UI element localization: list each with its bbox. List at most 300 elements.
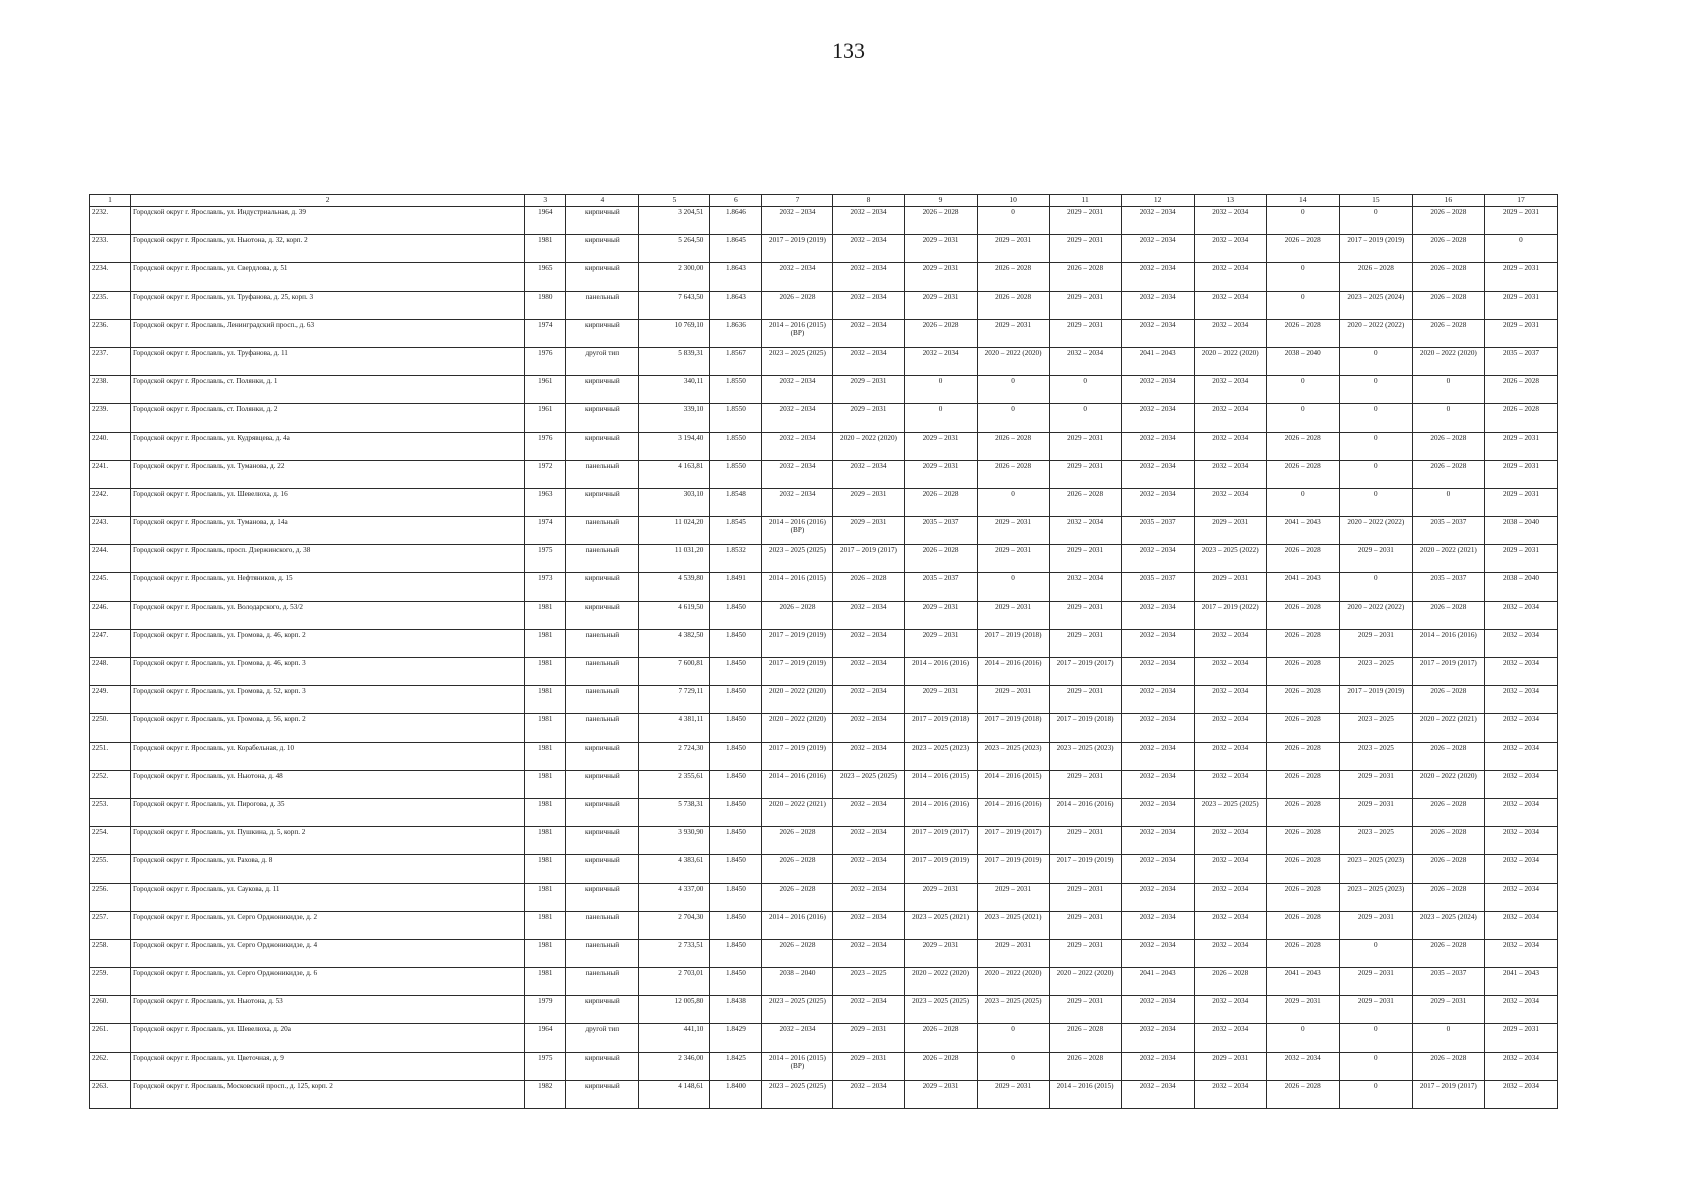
- period-cell: 2026 – 2028: [762, 855, 833, 883]
- row-number-cell: 2246.: [90, 601, 131, 629]
- period-cell: 2020 – 2022 (2020): [1412, 347, 1484, 375]
- period-cell: 2032 – 2034: [833, 235, 904, 263]
- period-cell: 2014 – 2016 (2016): [977, 658, 1049, 686]
- column-number-cell: 8: [833, 195, 904, 207]
- address-cell: Городской округ г. Ярославль, ул. Кудрявцева, д. 4а: [131, 432, 525, 460]
- period-cell: 0: [1266, 207, 1339, 235]
- coefficient-cell: 1.8450: [710, 742, 762, 770]
- area-cell: 303,10: [639, 488, 710, 516]
- period-cell: 2014 – 2016 (2015) (ВР): [762, 1052, 833, 1080]
- period-cell: 2041 – 2043: [1266, 573, 1339, 601]
- table-row: [90, 207, 1558, 235]
- year-built-cell: 1981: [525, 855, 566, 883]
- column-number-cell: 6: [710, 195, 762, 207]
- period-cell: 2017 – 2019 (2017): [1412, 1080, 1484, 1108]
- period-cell: 2026 – 2028: [1266, 939, 1339, 967]
- period-cell: 0: [1339, 376, 1412, 404]
- period-cell: 2017 – 2019 (2019): [1339, 235, 1412, 263]
- period-cell: 2032 – 2034: [1121, 235, 1194, 263]
- year-built-cell: 1973: [525, 573, 566, 601]
- area-cell: 4 163,81: [639, 460, 710, 488]
- wall-material-cell: кирпичный: [566, 827, 639, 855]
- coefficient-cell: 1.8450: [710, 629, 762, 657]
- period-cell: 2026 – 2028: [1049, 1024, 1121, 1052]
- period-cell: 2020 – 2022 (2020): [977, 347, 1049, 375]
- period-cell: 2032 – 2034: [1121, 601, 1194, 629]
- period-cell: 2032 – 2034: [833, 855, 904, 883]
- table-row: [90, 291, 1558, 319]
- period-cell: 2017 – 2019 (2018): [977, 714, 1049, 742]
- area-cell: 3 930,90: [639, 827, 710, 855]
- period-cell: 2029 – 2031: [904, 263, 977, 291]
- wall-material-cell: кирпичный: [566, 207, 639, 235]
- period-cell: 2029 – 2031: [1049, 207, 1121, 235]
- area-cell: 4 383,61: [639, 855, 710, 883]
- area-cell: 2 724,30: [639, 742, 710, 770]
- period-cell: 2020 – 2022 (2021): [1412, 714, 1484, 742]
- period-cell: 0: [1339, 488, 1412, 516]
- period-cell: 2026 – 2028: [1266, 545, 1339, 573]
- area-cell: 4 539,80: [639, 573, 710, 601]
- row-number-cell: 2262.: [90, 1052, 131, 1080]
- coefficient-cell: 1.8450: [710, 939, 762, 967]
- wall-material-cell: кирпичный: [566, 742, 639, 770]
- period-cell: 2032 – 2034: [1266, 1052, 1339, 1080]
- period-cell: 2026 – 2028: [1412, 798, 1484, 826]
- area-cell: 5 839,31: [639, 347, 710, 375]
- period-cell: 2026 – 2028: [762, 883, 833, 911]
- period-cell: 2032 – 2034: [1121, 658, 1194, 686]
- table-row: [90, 376, 1558, 404]
- period-cell: 2014 – 2016 (2016): [762, 911, 833, 939]
- period-cell: 2029 – 2031: [904, 432, 977, 460]
- period-cell: 2026 – 2028: [1412, 883, 1484, 911]
- year-built-cell: 1961: [525, 376, 566, 404]
- period-cell: 2029 – 2031: [1484, 460, 1557, 488]
- period-cell: 2026 – 2028: [1266, 827, 1339, 855]
- period-cell: 2014 – 2016 (2016) (ВР): [762, 517, 833, 545]
- wall-material-cell: панельный: [566, 658, 639, 686]
- address-cell: Городской округ г. Ярославль, ул. Громова, д. 56, корп. 2: [131, 714, 525, 742]
- register-body: [90, 195, 1558, 1109]
- table-row: [90, 545, 1558, 573]
- period-cell: 2026 – 2028: [1266, 629, 1339, 657]
- period-cell: 2026 – 2028: [977, 263, 1049, 291]
- table-row: [90, 347, 1558, 375]
- row-number-cell: 2255.: [90, 855, 131, 883]
- row-number-cell: 2251.: [90, 742, 131, 770]
- period-cell: 2032 – 2034: [1121, 432, 1194, 460]
- year-built-cell: 1981: [525, 658, 566, 686]
- coefficient-cell: 1.8567: [710, 347, 762, 375]
- period-cell: 2032 – 2034: [1194, 1024, 1266, 1052]
- period-cell: 2029 – 2031: [904, 686, 977, 714]
- coefficient-cell: 1.8450: [710, 798, 762, 826]
- address-cell: Городской округ г. Ярославль, ул. Громова, д. 46, корп. 3: [131, 658, 525, 686]
- period-cell: 2041 – 2043: [1484, 968, 1557, 996]
- period-cell: 2032 – 2034: [833, 1080, 904, 1108]
- coefficient-cell: 1.8450: [710, 714, 762, 742]
- period-cell: 2026 – 2028: [1412, 291, 1484, 319]
- year-built-cell: 1981: [525, 686, 566, 714]
- period-cell: 0: [1412, 1024, 1484, 1052]
- column-number-cell: 11: [1049, 195, 1121, 207]
- period-cell: 2029 – 2031: [833, 1052, 904, 1080]
- period-cell: 2023 – 2025: [1339, 658, 1412, 686]
- period-cell: 2029 – 2031: [1049, 291, 1121, 319]
- period-cell: 2026 – 2028: [762, 939, 833, 967]
- wall-material-cell: панельный: [566, 714, 639, 742]
- period-cell: 2026 – 2028: [1412, 263, 1484, 291]
- period-cell: 2029 – 2031: [833, 1024, 904, 1052]
- coefficient-cell: 1.8532: [710, 545, 762, 573]
- period-cell: 2023 – 2025 (2025): [1194, 798, 1266, 826]
- address-cell: Городской округ г. Ярославль, ул. Серго Орджоникидзе, д. 2: [131, 911, 525, 939]
- period-cell: 2032 – 2034: [1121, 545, 1194, 573]
- period-cell: 2032 – 2034: [1121, 798, 1194, 826]
- period-cell: 2023 – 2025 (2022): [1194, 545, 1266, 573]
- period-cell: 2017 – 2019 (2019): [762, 235, 833, 263]
- table-row: [90, 263, 1558, 291]
- period-cell: 2023 – 2025 (2025): [762, 996, 833, 1024]
- table-row: [90, 996, 1558, 1024]
- row-number-cell: 2253.: [90, 798, 131, 826]
- period-cell: 2032 – 2034: [833, 601, 904, 629]
- period-cell: 2026 – 2028: [1194, 968, 1266, 996]
- row-number-cell: 2252.: [90, 770, 131, 798]
- year-built-cell: 1981: [525, 883, 566, 911]
- period-cell: 2014 – 2016 (2016): [1412, 629, 1484, 657]
- period-cell: 2017 – 2019 (2019): [762, 658, 833, 686]
- coefficient-cell: 1.8450: [710, 770, 762, 798]
- period-cell: 2026 – 2028: [1412, 207, 1484, 235]
- area-cell: 441,10: [639, 1024, 710, 1052]
- wall-material-cell: кирпичный: [566, 798, 639, 826]
- period-cell: 2032 – 2034: [1121, 263, 1194, 291]
- period-cell: 0: [977, 573, 1049, 601]
- table-row: [90, 404, 1558, 432]
- period-cell: 2032 – 2034: [833, 883, 904, 911]
- coefficient-cell: 1.8429: [710, 1024, 762, 1052]
- period-cell: 2029 – 2031: [977, 319, 1049, 347]
- period-cell: 2041 – 2043: [1266, 517, 1339, 545]
- wall-material-cell: другой тип: [566, 1024, 639, 1052]
- period-cell: 2032 – 2034: [1121, 1080, 1194, 1108]
- area-cell: 7 600,81: [639, 658, 710, 686]
- row-number-cell: 2258.: [90, 939, 131, 967]
- address-cell: Городской округ г. Ярославль, ул. Нефтяников, д. 15: [131, 573, 525, 601]
- area-cell: 5 738,31: [639, 798, 710, 826]
- year-built-cell: 1976: [525, 432, 566, 460]
- wall-material-cell: кирпичный: [566, 855, 639, 883]
- period-cell: 2029 – 2031: [1049, 883, 1121, 911]
- period-cell: 2014 – 2016 (2015): [762, 573, 833, 601]
- period-cell: 2029 – 2031: [1049, 996, 1121, 1024]
- column-number-cell: 15: [1339, 195, 1412, 207]
- column-number-cell: 16: [1412, 195, 1484, 207]
- period-cell: 2029 – 2031: [1266, 996, 1339, 1024]
- year-built-cell: 1982: [525, 1080, 566, 1108]
- period-cell: 2032 – 2034: [1121, 742, 1194, 770]
- coefficient-cell: 1.8450: [710, 968, 762, 996]
- period-cell: 2029 – 2031: [1049, 629, 1121, 657]
- period-cell: 2032 – 2034: [1194, 629, 1266, 657]
- column-number-cell: 9: [904, 195, 977, 207]
- table-row: [90, 658, 1558, 686]
- area-cell: 3 194,40: [639, 432, 710, 460]
- wall-material-cell: кирпичный: [566, 573, 639, 601]
- area-cell: 7 729,11: [639, 686, 710, 714]
- period-cell: 2029 – 2031: [1049, 939, 1121, 967]
- table-row: [90, 432, 1558, 460]
- period-cell: 2029 – 2031: [833, 376, 904, 404]
- period-cell: 2020 – 2022 (2022): [1339, 517, 1412, 545]
- period-cell: 2023 – 2025 (2024): [1339, 291, 1412, 319]
- period-cell: 2032 – 2034: [904, 347, 977, 375]
- address-cell: Городской округ г. Ярославль, ул. Громова, д. 46, корп. 2: [131, 629, 525, 657]
- period-cell: 2032 – 2034: [1484, 827, 1557, 855]
- wall-material-cell: кирпичный: [566, 601, 639, 629]
- address-cell: Городской округ г. Ярославль, ул. Ньютона, д. 32, корп. 2: [131, 235, 525, 263]
- area-cell: 340,11: [639, 376, 710, 404]
- period-cell: 2032 – 2034: [1484, 742, 1557, 770]
- wall-material-cell: кирпичный: [566, 770, 639, 798]
- period-cell: 2032 – 2034: [1194, 911, 1266, 939]
- period-cell: 0: [977, 1052, 1049, 1080]
- period-cell: 2032 – 2034: [1484, 714, 1557, 742]
- period-cell: 2026 – 2028: [904, 488, 977, 516]
- period-cell: 2032 – 2034: [833, 939, 904, 967]
- period-cell: 2026 – 2028: [904, 1024, 977, 1052]
- period-cell: 2032 – 2034: [1194, 263, 1266, 291]
- area-cell: 3 204,51: [639, 207, 710, 235]
- period-cell: 2026 – 2028: [977, 432, 1049, 460]
- period-cell: 2026 – 2028: [1049, 488, 1121, 516]
- column-number-cell: 2: [131, 195, 525, 207]
- period-cell: 2026 – 2028: [1266, 911, 1339, 939]
- row-number-cell: 2244.: [90, 545, 131, 573]
- coefficient-cell: 1.8643: [710, 291, 762, 319]
- period-cell: 2026 – 2028: [1049, 263, 1121, 291]
- area-cell: 2 355,61: [639, 770, 710, 798]
- row-number-cell: 2235.: [90, 291, 131, 319]
- period-cell: 0: [1412, 488, 1484, 516]
- period-cell: 2035 – 2037: [1121, 517, 1194, 545]
- period-cell: 2032 – 2034: [762, 376, 833, 404]
- period-cell: 2017 – 2019 (2019): [762, 742, 833, 770]
- period-cell: 2023 – 2025 (2023): [1339, 883, 1412, 911]
- period-cell: 2017 – 2019 (2022): [1194, 601, 1266, 629]
- coefficient-cell: 1.8550: [710, 404, 762, 432]
- period-cell: 2026 – 2028: [1412, 827, 1484, 855]
- period-cell: 0: [1266, 376, 1339, 404]
- period-cell: 2014 – 2016 (2015): [904, 770, 977, 798]
- period-cell: 2032 – 2034: [1484, 1052, 1557, 1080]
- table-row: [90, 573, 1558, 601]
- table-row: [90, 1024, 1558, 1052]
- area-cell: 4 337,00: [639, 883, 710, 911]
- period-cell: 2026 – 2028: [1412, 686, 1484, 714]
- area-cell: 2 733,51: [639, 939, 710, 967]
- address-cell: Городской округ г. Ярославль, ст. Полянки, д. 2: [131, 404, 525, 432]
- year-built-cell: 1981: [525, 235, 566, 263]
- table-row: [90, 883, 1558, 911]
- row-number-cell: 2257.: [90, 911, 131, 939]
- period-cell: 2026 – 2028: [1412, 319, 1484, 347]
- period-cell: 2023 – 2025: [833, 968, 904, 996]
- period-cell: 2026 – 2028: [1412, 855, 1484, 883]
- period-cell: 2023 – 2025 (2025): [904, 996, 977, 1024]
- period-cell: 2026 – 2028: [833, 573, 904, 601]
- table-row: [90, 968, 1558, 996]
- period-cell: 2026 – 2028: [1266, 1080, 1339, 1108]
- address-cell: Городской округ г. Ярославль, ул. Шевелюха, д. 16: [131, 488, 525, 516]
- period-cell: 0: [1484, 235, 1557, 263]
- period-cell: 2032 – 2034: [1121, 629, 1194, 657]
- row-number-cell: 2259.: [90, 968, 131, 996]
- address-cell: Городской округ г. Ярославль, ул. Серго Орджоникидзе, д. 4: [131, 939, 525, 967]
- period-cell: 2032 – 2034: [1194, 939, 1266, 967]
- period-cell: 2032 – 2034: [833, 658, 904, 686]
- period-cell: 2017 – 2019 (2018): [904, 714, 977, 742]
- column-number-cell: 12: [1121, 195, 1194, 207]
- period-cell: 2032 – 2034: [1194, 996, 1266, 1024]
- column-number-cell: 5: [639, 195, 710, 207]
- period-cell: 2032 – 2034: [762, 460, 833, 488]
- table-row: [90, 319, 1558, 347]
- period-cell: 2032 – 2034: [833, 742, 904, 770]
- year-built-cell: 1981: [525, 714, 566, 742]
- period-cell: 2032 – 2034: [1194, 658, 1266, 686]
- row-number-cell: 2239.: [90, 404, 131, 432]
- period-cell: 2032 – 2034: [762, 1024, 833, 1052]
- period-cell: 2029 – 2031: [904, 235, 977, 263]
- period-cell: 2029 – 2031: [1339, 968, 1412, 996]
- area-cell: 2 346,00: [639, 1052, 710, 1080]
- period-cell: 2026 – 2028: [1049, 1052, 1121, 1080]
- wall-material-cell: панельный: [566, 629, 639, 657]
- period-cell: 2020 – 2022 (2020): [762, 714, 833, 742]
- period-cell: 2029 – 2031: [904, 939, 977, 967]
- table-row: [90, 827, 1558, 855]
- page-number: 133: [832, 38, 865, 63]
- period-cell: 2032 – 2034: [1194, 714, 1266, 742]
- coefficient-cell: 1.8545: [710, 517, 762, 545]
- row-number-cell: 2256.: [90, 883, 131, 911]
- period-cell: 2026 – 2028: [1266, 658, 1339, 686]
- period-cell: 0: [1266, 1024, 1339, 1052]
- row-number-cell: 2261.: [90, 1024, 131, 1052]
- period-cell: 2029 – 2031: [1484, 319, 1557, 347]
- period-cell: 2026 – 2028: [762, 291, 833, 319]
- period-cell: 2032 – 2034: [1121, 996, 1194, 1024]
- period-cell: 2014 – 2016 (2016): [904, 658, 977, 686]
- period-cell: 2029 – 2031: [977, 1080, 1049, 1108]
- period-cell: 2029 – 2031: [904, 601, 977, 629]
- period-cell: 2032 – 2034: [833, 629, 904, 657]
- row-number-cell: 2249.: [90, 686, 131, 714]
- area-cell: 4 619,50: [639, 601, 710, 629]
- row-number-cell: 2245.: [90, 573, 131, 601]
- year-built-cell: 1974: [525, 517, 566, 545]
- period-cell: 2029 – 2031: [1194, 517, 1266, 545]
- address-cell: Городской округ г. Ярославль, ул. Шевелюха, д. 20а: [131, 1024, 525, 1052]
- row-number-cell: 2247.: [90, 629, 131, 657]
- address-cell: Городской округ г. Ярославль, ул. Цветочная, д. 9: [131, 1052, 525, 1080]
- period-cell: 2017 – 2019 (2019): [904, 855, 977, 883]
- period-cell: 2032 – 2034: [833, 207, 904, 235]
- period-cell: 2032 – 2034: [1121, 827, 1194, 855]
- period-cell: 2029 – 2031: [1049, 686, 1121, 714]
- period-cell: 2032 – 2034: [1194, 460, 1266, 488]
- period-cell: 2020 – 2022 (2020): [833, 432, 904, 460]
- period-cell: 2032 – 2034: [1121, 714, 1194, 742]
- period-cell: 2032 – 2034: [762, 263, 833, 291]
- period-cell: 2029 – 2031: [1339, 911, 1412, 939]
- year-built-cell: 1964: [525, 207, 566, 235]
- period-cell: 2026 – 2028: [1484, 376, 1557, 404]
- period-cell: 2032 – 2034: [833, 714, 904, 742]
- period-cell: 2032 – 2034: [1121, 488, 1194, 516]
- table-row: [90, 1080, 1558, 1108]
- period-cell: 2032 – 2034: [762, 432, 833, 460]
- row-number-cell: 2232.: [90, 207, 131, 235]
- period-cell: 2032 – 2034: [1484, 601, 1557, 629]
- column-number-cell: 3: [525, 195, 566, 207]
- period-cell: 2026 – 2028: [1266, 798, 1339, 826]
- wall-material-cell: кирпичный: [566, 432, 639, 460]
- table-row: [90, 235, 1558, 263]
- period-cell: 2029 – 2031: [1484, 1024, 1557, 1052]
- period-cell: 2032 – 2034: [1049, 347, 1121, 375]
- period-cell: 2032 – 2034: [1121, 207, 1194, 235]
- address-cell: Городской округ г. Ярославль, ул. Труфанова, д. 11: [131, 347, 525, 375]
- period-cell: 2032 – 2034: [1121, 770, 1194, 798]
- period-cell: 2032 – 2034: [833, 686, 904, 714]
- period-cell: 2029 – 2031: [1049, 827, 1121, 855]
- period-cell: 2026 – 2028: [762, 601, 833, 629]
- period-cell: 2029 – 2031: [904, 883, 977, 911]
- period-cell: 2032 – 2034: [1194, 404, 1266, 432]
- row-number-cell: 2243.: [90, 517, 131, 545]
- column-number-cell: 4: [566, 195, 639, 207]
- address-cell: Городской округ г. Ярославль, ул. Володарского, д. 53/2: [131, 601, 525, 629]
- period-cell: 2032 – 2034: [1194, 376, 1266, 404]
- period-cell: 2032 – 2034: [1484, 1080, 1557, 1108]
- wall-material-cell: панельный: [566, 968, 639, 996]
- wall-material-cell: панельный: [566, 460, 639, 488]
- period-cell: 2032 – 2034: [1194, 235, 1266, 263]
- coefficient-cell: 1.8438: [710, 996, 762, 1024]
- coefficient-cell: 1.8643: [710, 263, 762, 291]
- period-cell: 2041 – 2043: [1121, 347, 1194, 375]
- period-cell: 2032 – 2034: [1194, 488, 1266, 516]
- wall-material-cell: панельный: [566, 911, 639, 939]
- period-cell: 2032 – 2034: [1484, 798, 1557, 826]
- period-cell: 2026 – 2028: [1484, 404, 1557, 432]
- period-cell: 2029 – 2031: [1484, 488, 1557, 516]
- period-cell: 2017 – 2019 (2017): [977, 827, 1049, 855]
- housing-register-table: [89, 194, 1558, 1109]
- period-cell: 2032 – 2034: [1121, 686, 1194, 714]
- year-built-cell: 1981: [525, 742, 566, 770]
- period-cell: 2032 – 2034: [1121, 291, 1194, 319]
- period-cell: 0: [1412, 376, 1484, 404]
- column-number-cell: 17: [1484, 195, 1557, 207]
- period-cell: 2029 – 2031: [1049, 432, 1121, 460]
- period-cell: 0: [1339, 207, 1412, 235]
- period-cell: 0: [1266, 263, 1339, 291]
